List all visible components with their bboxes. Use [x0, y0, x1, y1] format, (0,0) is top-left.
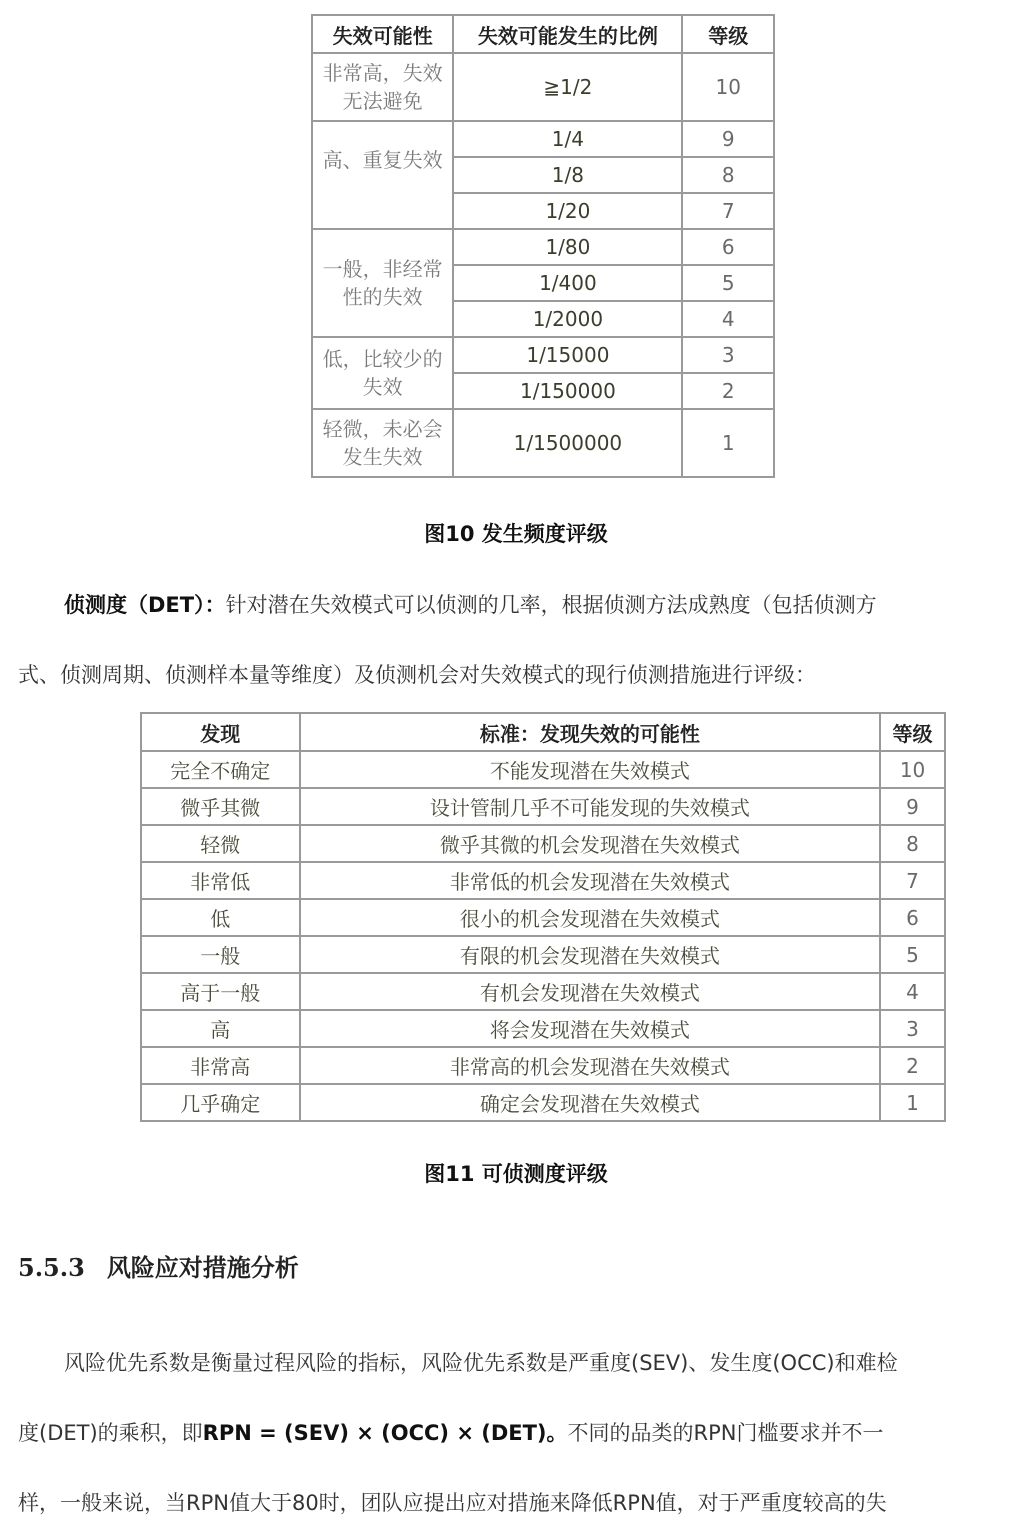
table-row [141, 751, 945, 788]
grade-cell: 3 [880, 1010, 945, 1047]
figure-10-caption: 图10 发生频度评级 [424, 522, 608, 546]
ratio-cell: 1/4 [453, 121, 682, 157]
grade-cell: 7 [880, 862, 945, 899]
rpn-formula: RPN = (SEV) × (OCC) × (DET)。 [202, 1421, 568, 1445]
table-row [141, 825, 945, 862]
ratio-cell: 1/150000 [453, 373, 682, 409]
rpn-text-2b: 不同的品类的RPN门槛要求并不一 [567, 1421, 884, 1445]
det-paragraph-line-1 [18, 570, 1018, 640]
grade-cell: 7 [682, 193, 774, 229]
grade-cell: 1 [682, 409, 774, 477]
figure-11-caption: 图11 可侦测度评级 [424, 1162, 608, 1186]
grade-cell: 10 [682, 53, 774, 121]
criterion-cell: 很小的机会发现潜在失效模式 [300, 899, 880, 936]
grade-cell: 10 [880, 751, 945, 788]
section-title: 风险应对措施分析 [106, 1253, 299, 1282]
find-cell: 非常低 [141, 862, 300, 899]
grade-cell: 9 [682, 121, 774, 157]
grade-cell: 2 [682, 373, 774, 409]
criterion-cell: 设计管制几乎不可能发现的失效模式 [300, 788, 880, 825]
ratio-cell: 1/80 [453, 229, 682, 265]
grade-cell: 4 [682, 301, 774, 337]
table-row [312, 121, 774, 157]
find-cell: 微乎其微 [141, 788, 300, 825]
find-cell: 高于一般 [141, 973, 300, 1010]
ratio-cell: 1/2000 [453, 301, 682, 337]
table-row [141, 788, 945, 825]
det-description-paragraph [18, 570, 1018, 710]
grade-cell: 5 [880, 936, 945, 973]
rpn-paragraph [18, 1328, 1018, 1538]
table-row [312, 337, 774, 373]
table-row [141, 1047, 945, 1084]
criterion-cell: 不能发现潜在失效模式 [300, 751, 880, 788]
grade-cell: 8 [880, 825, 945, 862]
grade-cell: 2 [880, 1047, 945, 1084]
header-grade: 等级 [880, 713, 945, 751]
grade-cell: 5 [682, 265, 774, 301]
header-find: 发现 [141, 713, 300, 751]
criterion-cell: 微乎其微的机会发现潜在失效模式 [300, 825, 880, 862]
table-row [312, 229, 774, 265]
section-heading [18, 1248, 299, 1283]
header-grade: 等级 [682, 15, 774, 53]
find-cell: 完全不确定 [141, 751, 300, 788]
likelihood-label: 轻微，未必会发生失效 [312, 409, 453, 477]
rpn-text-2a: 度(DET)的乘积，即 [18, 1421, 203, 1445]
table-header-row [141, 713, 945, 751]
detection-rating-table [140, 712, 946, 1122]
find-cell: 轻微 [141, 825, 300, 862]
ratio-cell: 1/15000 [453, 337, 682, 373]
ratio-cell: 1/400 [453, 265, 682, 301]
table-row [141, 1010, 945, 1047]
ratio-cell: 1/8 [453, 157, 682, 193]
rpn-paragraph-line-3: 样，一般来说，当RPN值大于80时，团队应提出应对措施来降低RPN值，对于严重度较高的失 [18, 1491, 887, 1515]
ratio-cell: 1/20 [453, 193, 682, 229]
det-term: 侦测度（DET）： [64, 593, 226, 617]
find-cell: 几乎确定 [141, 1084, 300, 1121]
table-row [141, 936, 945, 973]
criterion-cell: 有限的机会发现潜在失效模式 [300, 936, 880, 973]
table-row [141, 973, 945, 1010]
likelihood-label: 非常高，失效无法避免 [312, 53, 453, 121]
grade-cell: 6 [880, 899, 945, 936]
table-row [141, 862, 945, 899]
grade-cell: 6 [682, 229, 774, 265]
table-row [312, 409, 774, 477]
likelihood-label: 低，比较少的失效 [312, 337, 453, 409]
header-failure-ratio: 失效可能发生的比例 [453, 15, 682, 53]
criterion-cell: 将会发现潜在失效模式 [300, 1010, 880, 1047]
criterion-cell: 非常低的机会发现潜在失效模式 [300, 862, 880, 899]
likelihood-label: 高、重复失效 [312, 121, 453, 229]
grade-cell: 4 [880, 973, 945, 1010]
find-cell: 一般 [141, 936, 300, 973]
rpn-paragraph-line-2 [18, 1398, 1018, 1468]
grade-cell: 3 [682, 337, 774, 373]
rpn-paragraph-line-1 [18, 1328, 1018, 1398]
table-row [141, 899, 945, 936]
ratio-cell: ≧1/2 [453, 53, 682, 121]
find-cell: 低 [141, 899, 300, 936]
ratio-cell: 1/1500000 [453, 409, 682, 477]
det-paragraph-line-2: 式、侦测周期、侦测样本量等维度）及侦测机会对失效模式的现行侦测措施进行评级： [18, 663, 816, 687]
table-header-row [312, 15, 774, 53]
grade-cell: 8 [682, 157, 774, 193]
grade-cell: 9 [880, 788, 945, 825]
header-failure-likelihood: 失效可能性 [312, 15, 453, 53]
section-number: 5.5.3 [18, 1253, 85, 1282]
criterion-cell: 有机会发现潜在失效模式 [300, 973, 880, 1010]
table-row [312, 53, 774, 121]
likelihood-label: 一般，非经常性的失效 [312, 229, 453, 337]
find-cell: 非常高 [141, 1047, 300, 1084]
det-text-1: 针对潜在失效模式可以侦测的几率，根据侦测方法成熟度（包括侦测方 [225, 593, 877, 617]
criterion-cell: 非常高的机会发现潜在失效模式 [300, 1047, 880, 1084]
criterion-cell: 确定会发现潜在失效模式 [300, 1084, 880, 1121]
occurrence-rating-table [311, 14, 775, 478]
header-criterion: 标准：发现失效的可能性 [300, 713, 880, 751]
grade-cell: 1 [880, 1084, 945, 1121]
find-cell: 高 [141, 1010, 300, 1047]
table-row [141, 1084, 945, 1121]
rpn-text-1: 风险优先系数是衡量过程风险的指标，风险优先系数是严重度(SEV)、发生度(OCC)和难检 [64, 1351, 898, 1375]
